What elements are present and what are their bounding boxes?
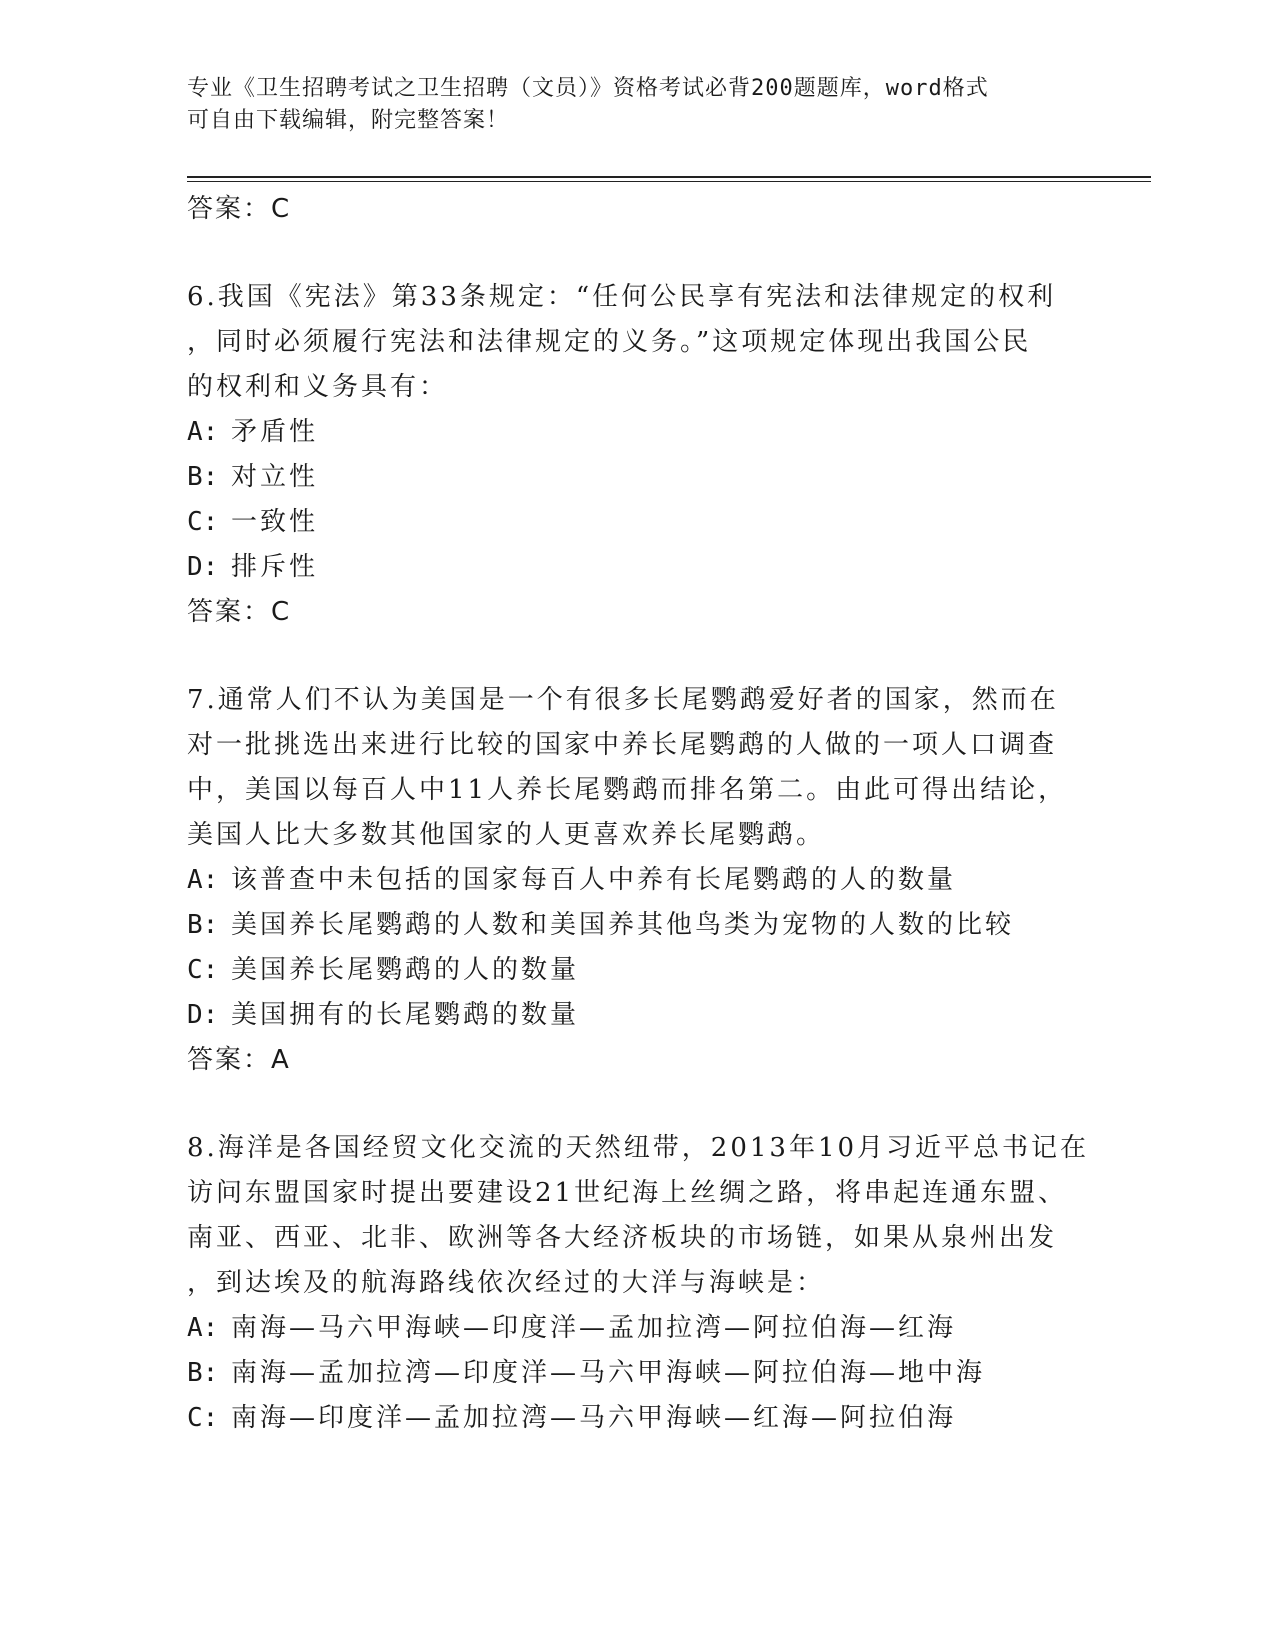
question-7-option-b xyxy=(187,903,1087,948)
question-7-line-2: 对一批挑选出来进行比较的国家中养长尾鹦鹉的人做的一项人口调查 xyxy=(187,730,1058,760)
option-letter: C: xyxy=(187,507,219,537)
option-text: 排斥性 xyxy=(231,552,319,582)
option-letter: A: xyxy=(187,417,219,447)
option-text: 南海—孟加拉湾—印度洋—马六甲海峡—阿拉伯海—地中海 xyxy=(231,1358,986,1388)
question-8 xyxy=(187,1126,1090,1441)
option-text: 对立性 xyxy=(231,462,319,492)
question-7-line-4: 美国人比大多数其他国家的人更喜欢养长尾鹦鹉。 xyxy=(187,820,826,850)
option-text: 该普查中未包括的国家每百人中养有长尾鹦鹉的人的数量 xyxy=(231,865,957,895)
spacer xyxy=(187,1083,1087,1126)
question-7-answer: 答案：A xyxy=(187,1045,291,1075)
option-text: 美国拥有的长尾鹦鹉的数量 xyxy=(231,1000,580,1030)
question-6-answer: 答案：C xyxy=(187,597,292,627)
spacer xyxy=(187,635,1087,678)
question-8-option-c xyxy=(187,1396,1087,1441)
spacer xyxy=(187,232,1087,275)
option-letter: C: xyxy=(187,1403,219,1433)
question-6-option-d xyxy=(187,545,1087,590)
option-letter: D: xyxy=(187,1000,219,1030)
question-7-option-a xyxy=(187,858,1087,903)
previous-answer: 答案：C xyxy=(187,194,292,224)
question-7-line-1: 7.通常人们不认为美国是一个有很多长尾鹦鹉爱好者的国家，然而在 xyxy=(187,685,1059,715)
question-7 xyxy=(187,678,1087,1083)
question-6-option-c xyxy=(187,500,1087,545)
option-text: 南海—马六甲海峡—印度洋—孟加拉湾—阿拉伯海—红海 xyxy=(231,1313,957,1343)
question-7-line-3: 中，美国以每百人中11人养长尾鹦鹉而排名第二。由此可得出结论， xyxy=(187,775,1068,805)
page-header xyxy=(187,73,1067,137)
option-letter: D: xyxy=(187,552,219,582)
option-text: 矛盾性 xyxy=(231,417,319,447)
question-6-line-3: 的权利和义务具有： xyxy=(187,372,449,402)
question-8-line-2: 访问东盟国家时提出要建设21世纪海上丝绸之路，将串起连通东盟、 xyxy=(187,1178,1068,1208)
question-6-option-a xyxy=(187,410,1087,455)
option-letter: A: xyxy=(187,1313,219,1343)
option-letter: C: xyxy=(187,955,219,985)
option-text: 南海—印度洋—孟加拉湾—马六甲海峡—红海—阿拉伯海 xyxy=(231,1403,957,1433)
question-8-option-b xyxy=(187,1351,1087,1396)
header-divider-thin xyxy=(187,181,1151,182)
question-6-line-2: ，同时必须履行宪法和法律规定的义务。”这项规定体现出我国公民 xyxy=(187,327,1032,357)
header-divider-thick xyxy=(187,176,1151,178)
question-6 xyxy=(187,275,1087,635)
question-8-line-4: ，到达埃及的航海路线依次经过的大洋与海峡是： xyxy=(187,1268,826,1298)
question-6-option-b xyxy=(187,455,1087,500)
header-line-1: 专业《卫生招聘考试之卫生招聘（文员）》资格考试必背200题题库，word格式 xyxy=(187,76,989,101)
question-8-option-a xyxy=(187,1306,1087,1351)
question-8-line-1: 8.海洋是各国经贸文化交流的天然纽带，2013年10月习近平总书记在 xyxy=(187,1133,1090,1163)
option-letter: A: xyxy=(187,865,219,895)
question-8-line-3: 南亚、西亚、北非、欧洲等各大经济板块的市场链，如果从泉州出发 xyxy=(187,1223,1058,1253)
question-7-option-c xyxy=(187,948,1087,993)
document-body xyxy=(187,187,1090,1441)
option-letter: B: xyxy=(187,1358,219,1388)
option-text: 美国养长尾鹦鹉的人数和美国养其他鸟类为宠物的人数的比较 xyxy=(231,910,1015,940)
question-6-line-1: 6.我国《宪法》第33条规定：“任何公民享有宪法和法律规定的权利 xyxy=(187,282,1057,312)
option-letter: B: xyxy=(187,462,219,492)
header-line-2: 可自由下载编辑，附完整答案！ xyxy=(187,108,510,133)
option-text: 美国养长尾鹦鹉的人的数量 xyxy=(231,955,580,985)
question-7-option-d xyxy=(187,993,1087,1038)
option-letter: B: xyxy=(187,910,219,940)
option-text: 一致性 xyxy=(231,507,319,537)
